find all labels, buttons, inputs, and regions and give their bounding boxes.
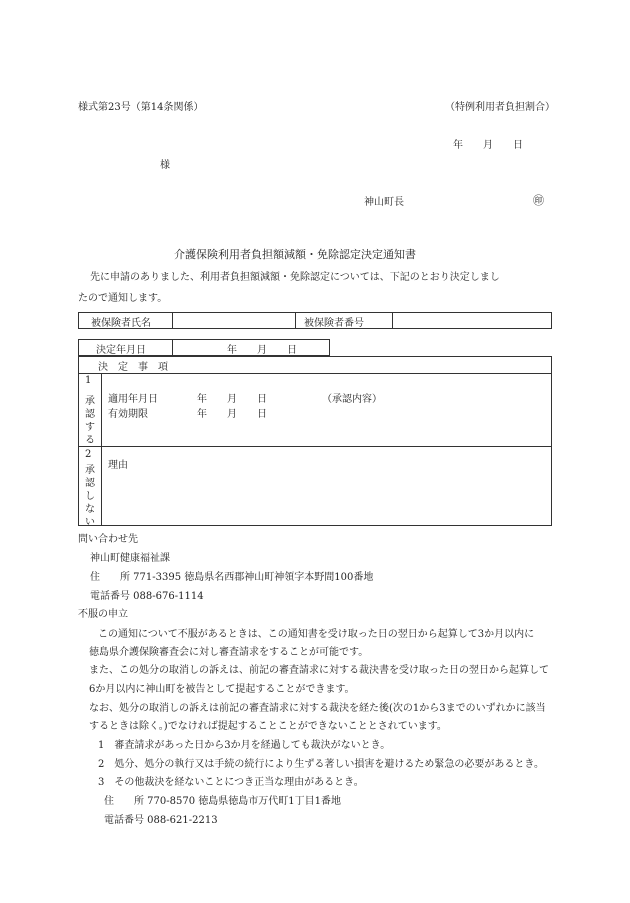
- form-number: 様式第23号（第14条関係）: [78, 102, 204, 113]
- appeal-address: 住 所 770-8570 徳島県徳島市万代町1丁目1番地: [104, 796, 341, 807]
- reason-label: 理由: [108, 460, 128, 471]
- divider: [172, 339, 173, 356]
- appeal-item: 1 審査請求があった日から3か月を経過しても裁決がないとき。: [98, 740, 391, 751]
- expiry-value: 年 月 日: [197, 409, 267, 420]
- divider: [295, 312, 296, 329]
- addressee-suffix: 様: [160, 160, 170, 171]
- appeal-paragraph-2b: 6か月以内に神山町を被告として提起することができます。: [89, 684, 355, 695]
- divider: [392, 312, 393, 329]
- contact-phone: 電話番号 088-676-1114: [90, 591, 204, 602]
- divider: [78, 446, 552, 447]
- intro-line-1: 先に申請のありました、利用者負担額減額・免除認定については、下記のとおり決定しまし: [90, 272, 500, 283]
- decision-header: 決 定 事 項: [98, 362, 168, 373]
- insured-number-label: 被保険者番号: [304, 318, 364, 329]
- decision-date-label: 決定年月日: [96, 345, 146, 356]
- approve-number: 1: [85, 375, 92, 386]
- seal-mark: ㊞: [533, 194, 544, 207]
- expiry-label: 有効期限: [108, 409, 148, 420]
- reject-number: 2: [85, 449, 92, 460]
- start-date-value: 年 月 日: [197, 394, 267, 405]
- decision-date-value: 年 月 日: [227, 345, 297, 356]
- contact-dept: 神山町健康福祉課: [90, 553, 170, 564]
- appeal-paragraph-3b: するときは除く。)でなければ提起することことができないこととされています。: [89, 721, 447, 732]
- appeal-paragraph-2a: また、この処分の取消しの訴えは、前記の審査請求に対する裁決書を受け取った日の翌日から起算して: [89, 665, 549, 676]
- appeal-phone: 電話番号 088-621-2213: [104, 815, 218, 826]
- issuer: 神山町長: [364, 197, 404, 208]
- reject-label: 承認しない: [85, 465, 95, 528]
- approval-content-label: （承認内容）: [322, 394, 382, 405]
- appeal-heading: 不服の申立: [78, 609, 128, 620]
- decision-table: [78, 356, 552, 526]
- divider: [101, 373, 102, 526]
- form-category: （特例利用者負担割合）: [445, 102, 555, 113]
- divider: [78, 373, 552, 374]
- divider: [172, 312, 173, 329]
- intro-line-2: たので通知します。: [78, 293, 168, 304]
- start-date-label: 適用年月日: [108, 394, 158, 405]
- contact-address: 住 所 771-3395 徳島県名西郡神山町神領字本野間100番地: [90, 572, 374, 583]
- date-line: 年 月 日: [453, 140, 523, 151]
- appeal-paragraph-3a: なお、処分の取消しの訴えは前記の審査請求に対する裁決を経た後(次の1から3までのいずれかに該当: [89, 703, 546, 714]
- insured-name-label: 被保険者氏名: [91, 318, 151, 329]
- approve-label: 承認する: [85, 396, 95, 446]
- appeal-item: 3 その他裁決を経ないことにつき正当な理由があるとき。: [98, 777, 364, 788]
- appeal-paragraph-1a: この通知について不服があるときは、この通知書を受け取った日の翌日から起算して3か月以内に: [98, 629, 535, 640]
- contact-heading: 問い合わせ先: [78, 534, 138, 545]
- appeal-item: 2 処分、処分の執行又は手続の続行により生ずる著しい損害を避けるため緊急の必要があるとき。: [98, 759, 544, 770]
- appeal-paragraph-1b: 徳島県介護保険審査会に対し審査請求をすることが可能です。: [89, 647, 369, 658]
- document-title: 介護保険利用者負担額減額・免除認定決定通知書: [174, 248, 416, 261]
